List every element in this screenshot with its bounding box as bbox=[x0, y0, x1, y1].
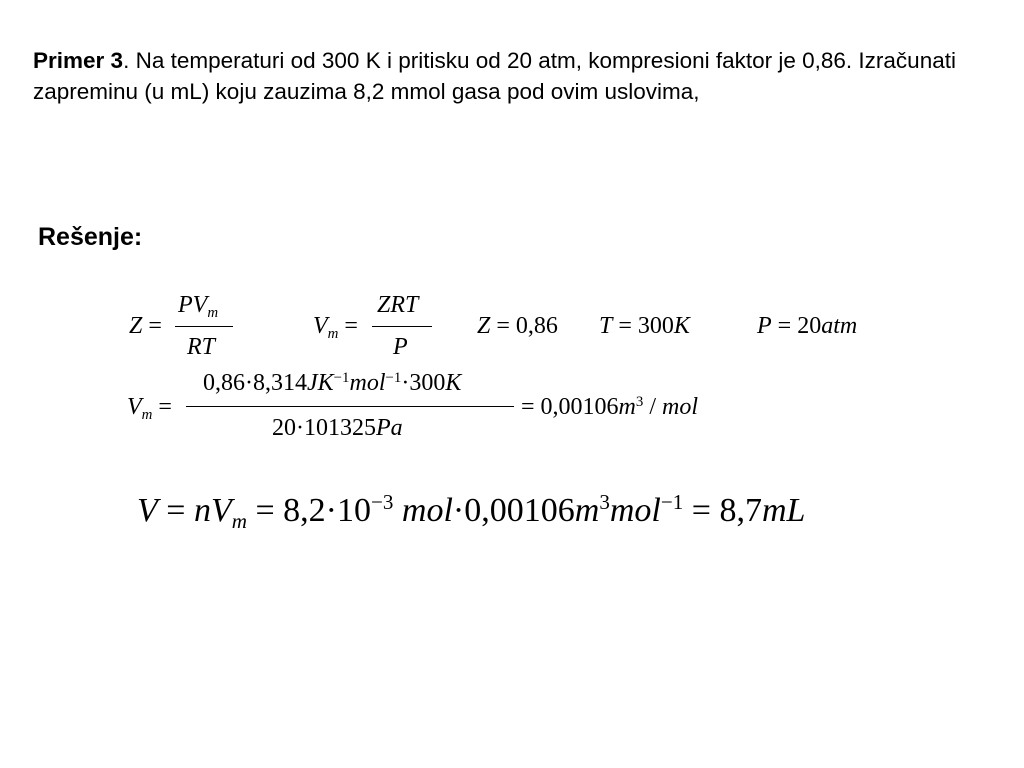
problem-label: Primer 3 bbox=[33, 48, 124, 73]
problem-text: . Na temperaturi od 300 K i pritisku od 20 atm, kompresioni faktor je 0,86. Izračunati zapreminu (u mL) koju zauzima 8,2 mmol gasa pod ovim uslovima, bbox=[33, 48, 956, 104]
solution-heading: Rešenje: bbox=[38, 223, 143, 251]
problem-statement bbox=[33, 45, 1008, 107]
